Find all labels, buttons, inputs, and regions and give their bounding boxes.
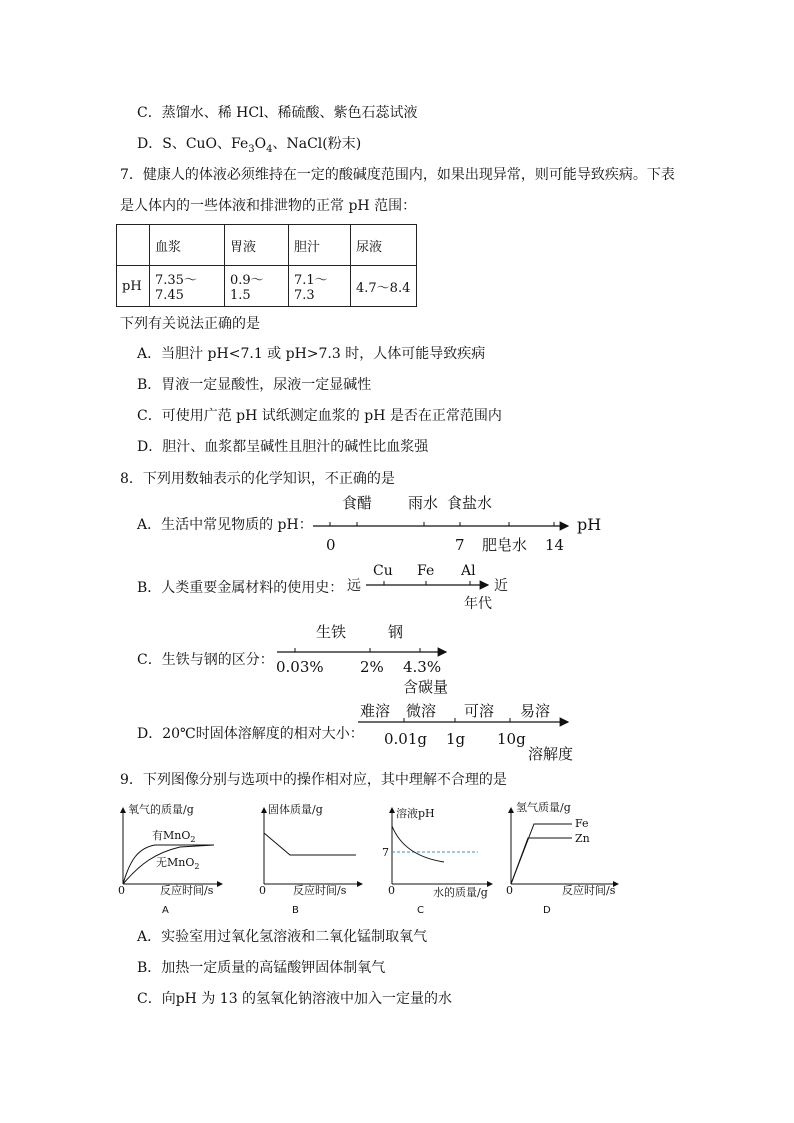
q8-b-label: B．人类重要金属材料的使用史： (137, 580, 344, 596)
axis-unit-ph: pH (577, 515, 602, 534)
q6-d-part: O (254, 136, 267, 152)
graph-b (259, 802, 362, 916)
q6-d-part: 、NaCl(粉末) (272, 136, 362, 152)
tick-label-0-01g: 0.01g (384, 730, 428, 748)
label-soluble: 可溶 (464, 702, 495, 720)
tick-label-1g: 1g (446, 730, 466, 748)
table-cell: 血浆 (150, 225, 225, 266)
q8-a-label: A．生活中常见物质的 pH： (137, 517, 313, 533)
x-axis-label: 水的质量/g (433, 886, 488, 899)
curve-label-with-mno2 (152, 829, 195, 844)
q7-option-a: A．当胆汁 pH<7.1 或 pH>7.3 时，人体可能导致疾病 (137, 346, 486, 362)
tick-label-10g: 10g (497, 730, 526, 748)
tick-label-2: 2% (360, 658, 384, 676)
origin-label: 0 (259, 884, 266, 897)
table-cell: 胆汁 (289, 225, 351, 266)
table-cell: pH (117, 266, 150, 307)
tick-label-7: 7 (455, 536, 465, 554)
q6-d-part: D．S、CuO、Fe (137, 136, 249, 152)
tick-label-7: 7 (382, 846, 389, 859)
q7-option-d: D．胆汁、血浆都呈碱性且胆汁的碱性比血浆强 (137, 439, 429, 455)
label-pig-iron: 生铁 (316, 623, 347, 641)
label-cu: Cu (373, 563, 393, 579)
curve-label-zn: Zn (575, 832, 590, 845)
curve-label-sub: 2 (190, 835, 196, 844)
x-axis-label: 反应时间/s (160, 884, 214, 897)
q7-option-b: B．胃液一定显酸性，尿液一定显碱性 (137, 377, 372, 393)
tick-label-4-3: 4.3% (403, 658, 442, 676)
curve-label-without-mno2 (156, 856, 199, 871)
label-far: 远 (347, 578, 361, 594)
x-axis-label: 反应时间/s (293, 884, 347, 897)
label-easily-soluble: 易溶 (520, 702, 551, 720)
origin-label: 0 (506, 884, 513, 897)
q8-d-label: D．20℃时固体溶解度的相对大小： (137, 726, 364, 742)
q8-c-label: C．生铁与钢的区分： (137, 652, 274, 668)
label-fe: Fe (417, 563, 435, 579)
axis-label-solubility: 溶解度 (528, 745, 574, 763)
q6-option-c: C．蒸馏水、稀 HCl、稀硫酸、紫色石蕊试液 (137, 105, 418, 121)
q7-stem-line1: 7．健康人的体液必须维持在一定的酸碱度范围内，如果出现异常，则可能导致疾病。下表 (120, 167, 675, 183)
q9-stem: 9．下列图像分别与选项中的操作相对应，其中理解不合理的是 (120, 772, 507, 788)
label-vinegar: 食醋 (342, 494, 373, 512)
graph-caption: A (162, 905, 169, 916)
label-slightly-soluble: 微溶 (406, 702, 437, 720)
axis-label-carbon: 含碳量 (403, 678, 449, 696)
tick-label-14: 14 (545, 536, 565, 554)
graph-c (382, 806, 492, 916)
table-cell: 0.9～1.5 (225, 266, 289, 307)
table-cell: 7.1～7.3 (289, 266, 351, 307)
table-cell: 7.35～7.45 (150, 266, 225, 307)
curve-fe (511, 824, 572, 884)
q6-d-sub: 4 (266, 143, 273, 155)
label-rainwater: 雨水 (408, 494, 439, 512)
q8-stem: 8．下列用数轴表示的化学知识，不正确的是 (120, 471, 395, 487)
label-brine: 食盐水 (447, 494, 493, 512)
tick-label-0-03: 0.03% (276, 658, 324, 676)
label-steel: 钢 (388, 623, 404, 641)
table-cell: 胃液 (225, 225, 289, 266)
curve-label-sub: 2 (194, 862, 200, 871)
label-soapwater: 肥皂水 (482, 536, 528, 554)
q9-option-a: A．实验室用过氧化氢溶液和二氧化锰制取氧气 (137, 929, 428, 945)
graph-caption: B (292, 905, 299, 916)
graph-caption: D (543, 905, 551, 916)
y-axis-label: 氢气质量/g (516, 801, 571, 814)
q7-prompt: 下列有关说法正确的是 (120, 316, 260, 332)
label-al: Al (461, 563, 476, 579)
table-cell: 4.7～8.4 (351, 266, 417, 307)
table-cell: 尿液 (351, 225, 417, 266)
y-axis-label: 氧气的质量/g (128, 803, 194, 816)
x-axis-label: 反应时间/s (562, 884, 616, 897)
y-axis-label: 固体质量/g (268, 803, 323, 816)
origin-label: 0 (388, 884, 395, 897)
graph-a (118, 802, 222, 916)
curve-label-fe: Fe (575, 817, 589, 830)
label-insoluble: 难溶 (360, 702, 391, 720)
q6-d-sub: 3 (248, 143, 255, 155)
graph-caption: C (417, 905, 424, 916)
q7-stem-line2: 是人体内的一些体液和排泄物的正常 pH 范围： (120, 198, 417, 214)
curve-solid-mass (264, 833, 356, 855)
origin-label: 0 (118, 884, 125, 897)
curve-ph (392, 826, 444, 862)
q9-option-c: C．向pH 为 13 的氢氧化钠溶液中加入一定量的水 (137, 991, 453, 1007)
graph-d (506, 800, 618, 916)
q9-option-b: B．加热一定质量的高锰酸钾固体制氧气 (137, 960, 386, 976)
q7-option-c: C．可使用广范 pH 试纸测定血浆的 pH 是否在正常范围内 (137, 408, 502, 424)
y-axis-label: 溶液pH (396, 807, 435, 820)
label-near: 近 (494, 578, 508, 594)
curve-label-text: 有MnO (152, 829, 191, 842)
axis-label-era: 年代 (464, 596, 492, 612)
tick-label-0: 0 (326, 536, 336, 554)
curve-label-text: 无MnO (156, 856, 195, 869)
